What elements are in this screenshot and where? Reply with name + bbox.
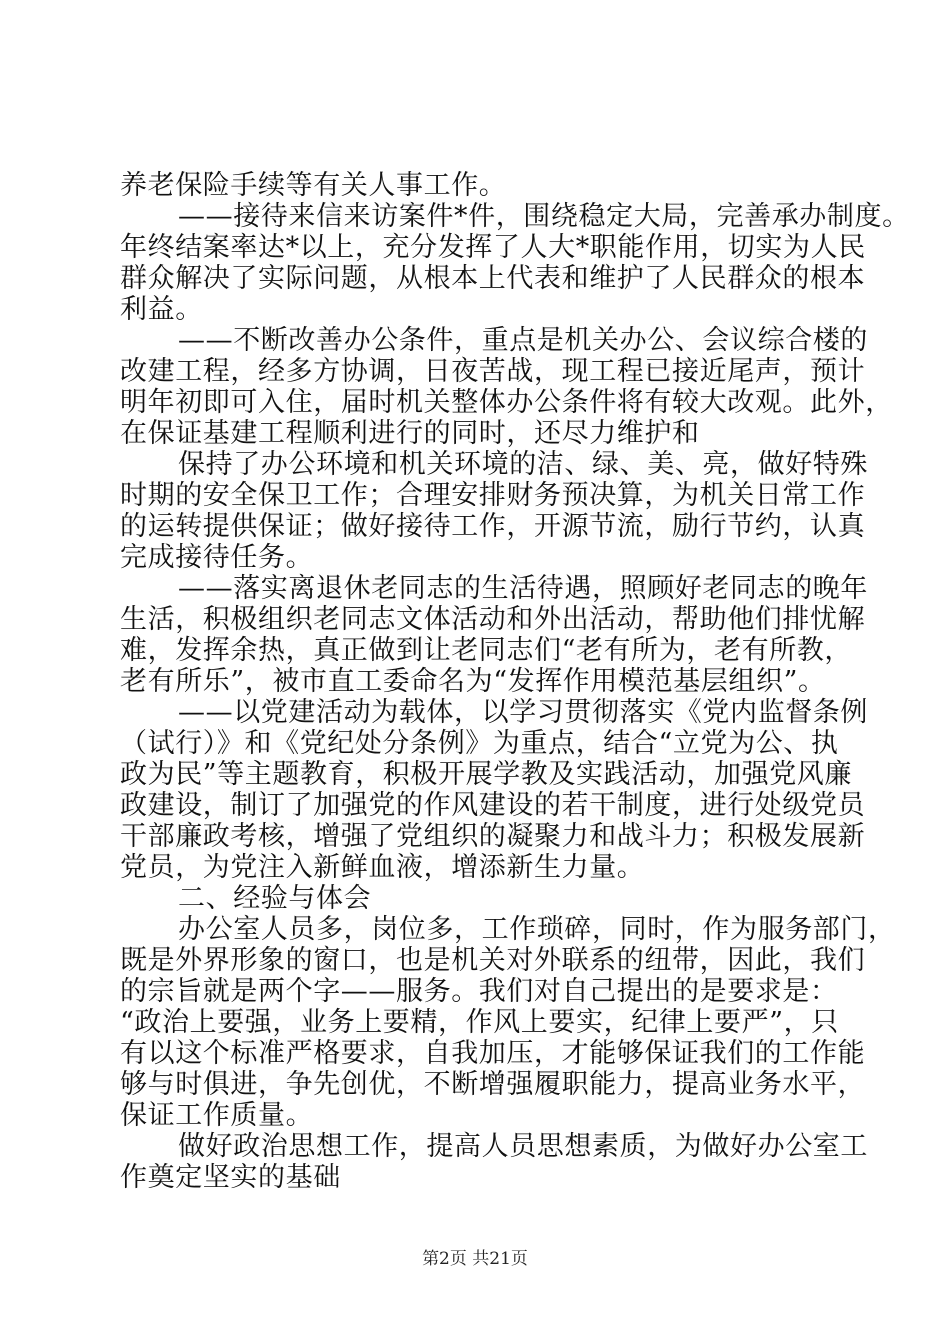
text-line: 群众解决了实际问题，从根本上代表和维护了人民群众的根本 [120,263,866,294]
page-number-footer: 第2页 共21页 [422,1249,528,1269]
text-line: 养老保险手续等有关人事工作。 [120,170,507,201]
text-line: 保持了办公环境和机关环境的洁、绿、美、亮，做好特殊 [178,449,868,480]
text-line: 改建工程，经多方协调，日夜苦战，现工程已接近尾声，预计 [120,356,866,387]
text-line: 有以这个标准严格要求，自我加压，才能够保证我们的工作能 [120,1038,866,1069]
text-line: 利益。 [120,294,203,325]
text-line: “政治上要强，业务上要精，作风上要实，纪律上要严”，只 [120,1007,839,1038]
text-line: 生活，积极组织老同志文体活动和外出活动，帮助他们排忧解 [120,604,866,635]
text-line: 党员，为党注入新鲜血液，增添新生力量。 [120,852,645,883]
text-line: 作奠定坚实的基础 [120,1162,341,1193]
text-line: 办公室人员多，岗位多，工作琐碎，同时，作为服务部门， [178,914,896,945]
text-line: 的运转提供保证；做好接待工作，开源节流，励行节约，认真 [120,511,866,542]
text-line: 的宗旨就是两个字——服务。我们对自己提出的是要求是： [120,976,838,1007]
text-line: 政建设，制订了加强党的作风建设的若干制度，进行处级党员 [120,790,866,821]
text-line: （试行）》和《党纪处分条例》为重点，结合“立党为公、执 [120,728,839,759]
text-line: 完成接待任务。 [120,542,314,573]
text-line: ——不断改善办公条件，重点是机关办公、会议综合楼的 [178,325,868,356]
text-line: 时期的安全保卫工作；合理安排财务预决算，为机关日常工作 [120,480,866,511]
text-line: 老有所乐”，被市直工委命名为“发挥作用模范基层组织”。 [120,666,826,697]
text-line: ——以党建活动为载体，以学习贯彻落实《党内监督条例 [178,697,868,728]
text-line: 够与时俱进，争先创优，不断增强履职能力，提高业务水平， [120,1069,866,1100]
document-body [120,170,910,1193]
text-line: ——落实离退休老同志的生活待遇，照顾好老同志的晚年 [178,573,868,604]
text-line: 在保证基建工程顺利进行的同时，还尽力维护和 [120,418,700,449]
text-line: 干部廉政考核，增强了党组织的凝聚力和战斗力；积极发展新 [120,821,866,852]
text-line: 做好政治思想工作，提高人员思想素质，为做好办公室工 [178,1131,868,1162]
text-line: 政为民”等主题教育，积极开展学教及实践活动，加强党风廉 [120,759,853,790]
section-heading: 二、经验与体会 [178,883,372,914]
text-line: 既是外界形象的窗口，也是机关对外联系的纽带，因此，我们 [120,945,866,976]
text-line: 保证工作质量。 [120,1100,314,1131]
text-line: 明年初即可入住，届时机关整体办公条件将有较大改观。此外， [120,387,893,418]
text-line: 年终结案率达*以上，充分发挥了人大*职能作用，切实为人民 [120,232,866,263]
text-line: 难，发挥余热，真正做到让老同志们“老有所为，老有所教， [120,635,853,666]
text-line: ——接待来信来访案件*件，围绕稳定大局，完善承办制度。 [178,201,910,232]
